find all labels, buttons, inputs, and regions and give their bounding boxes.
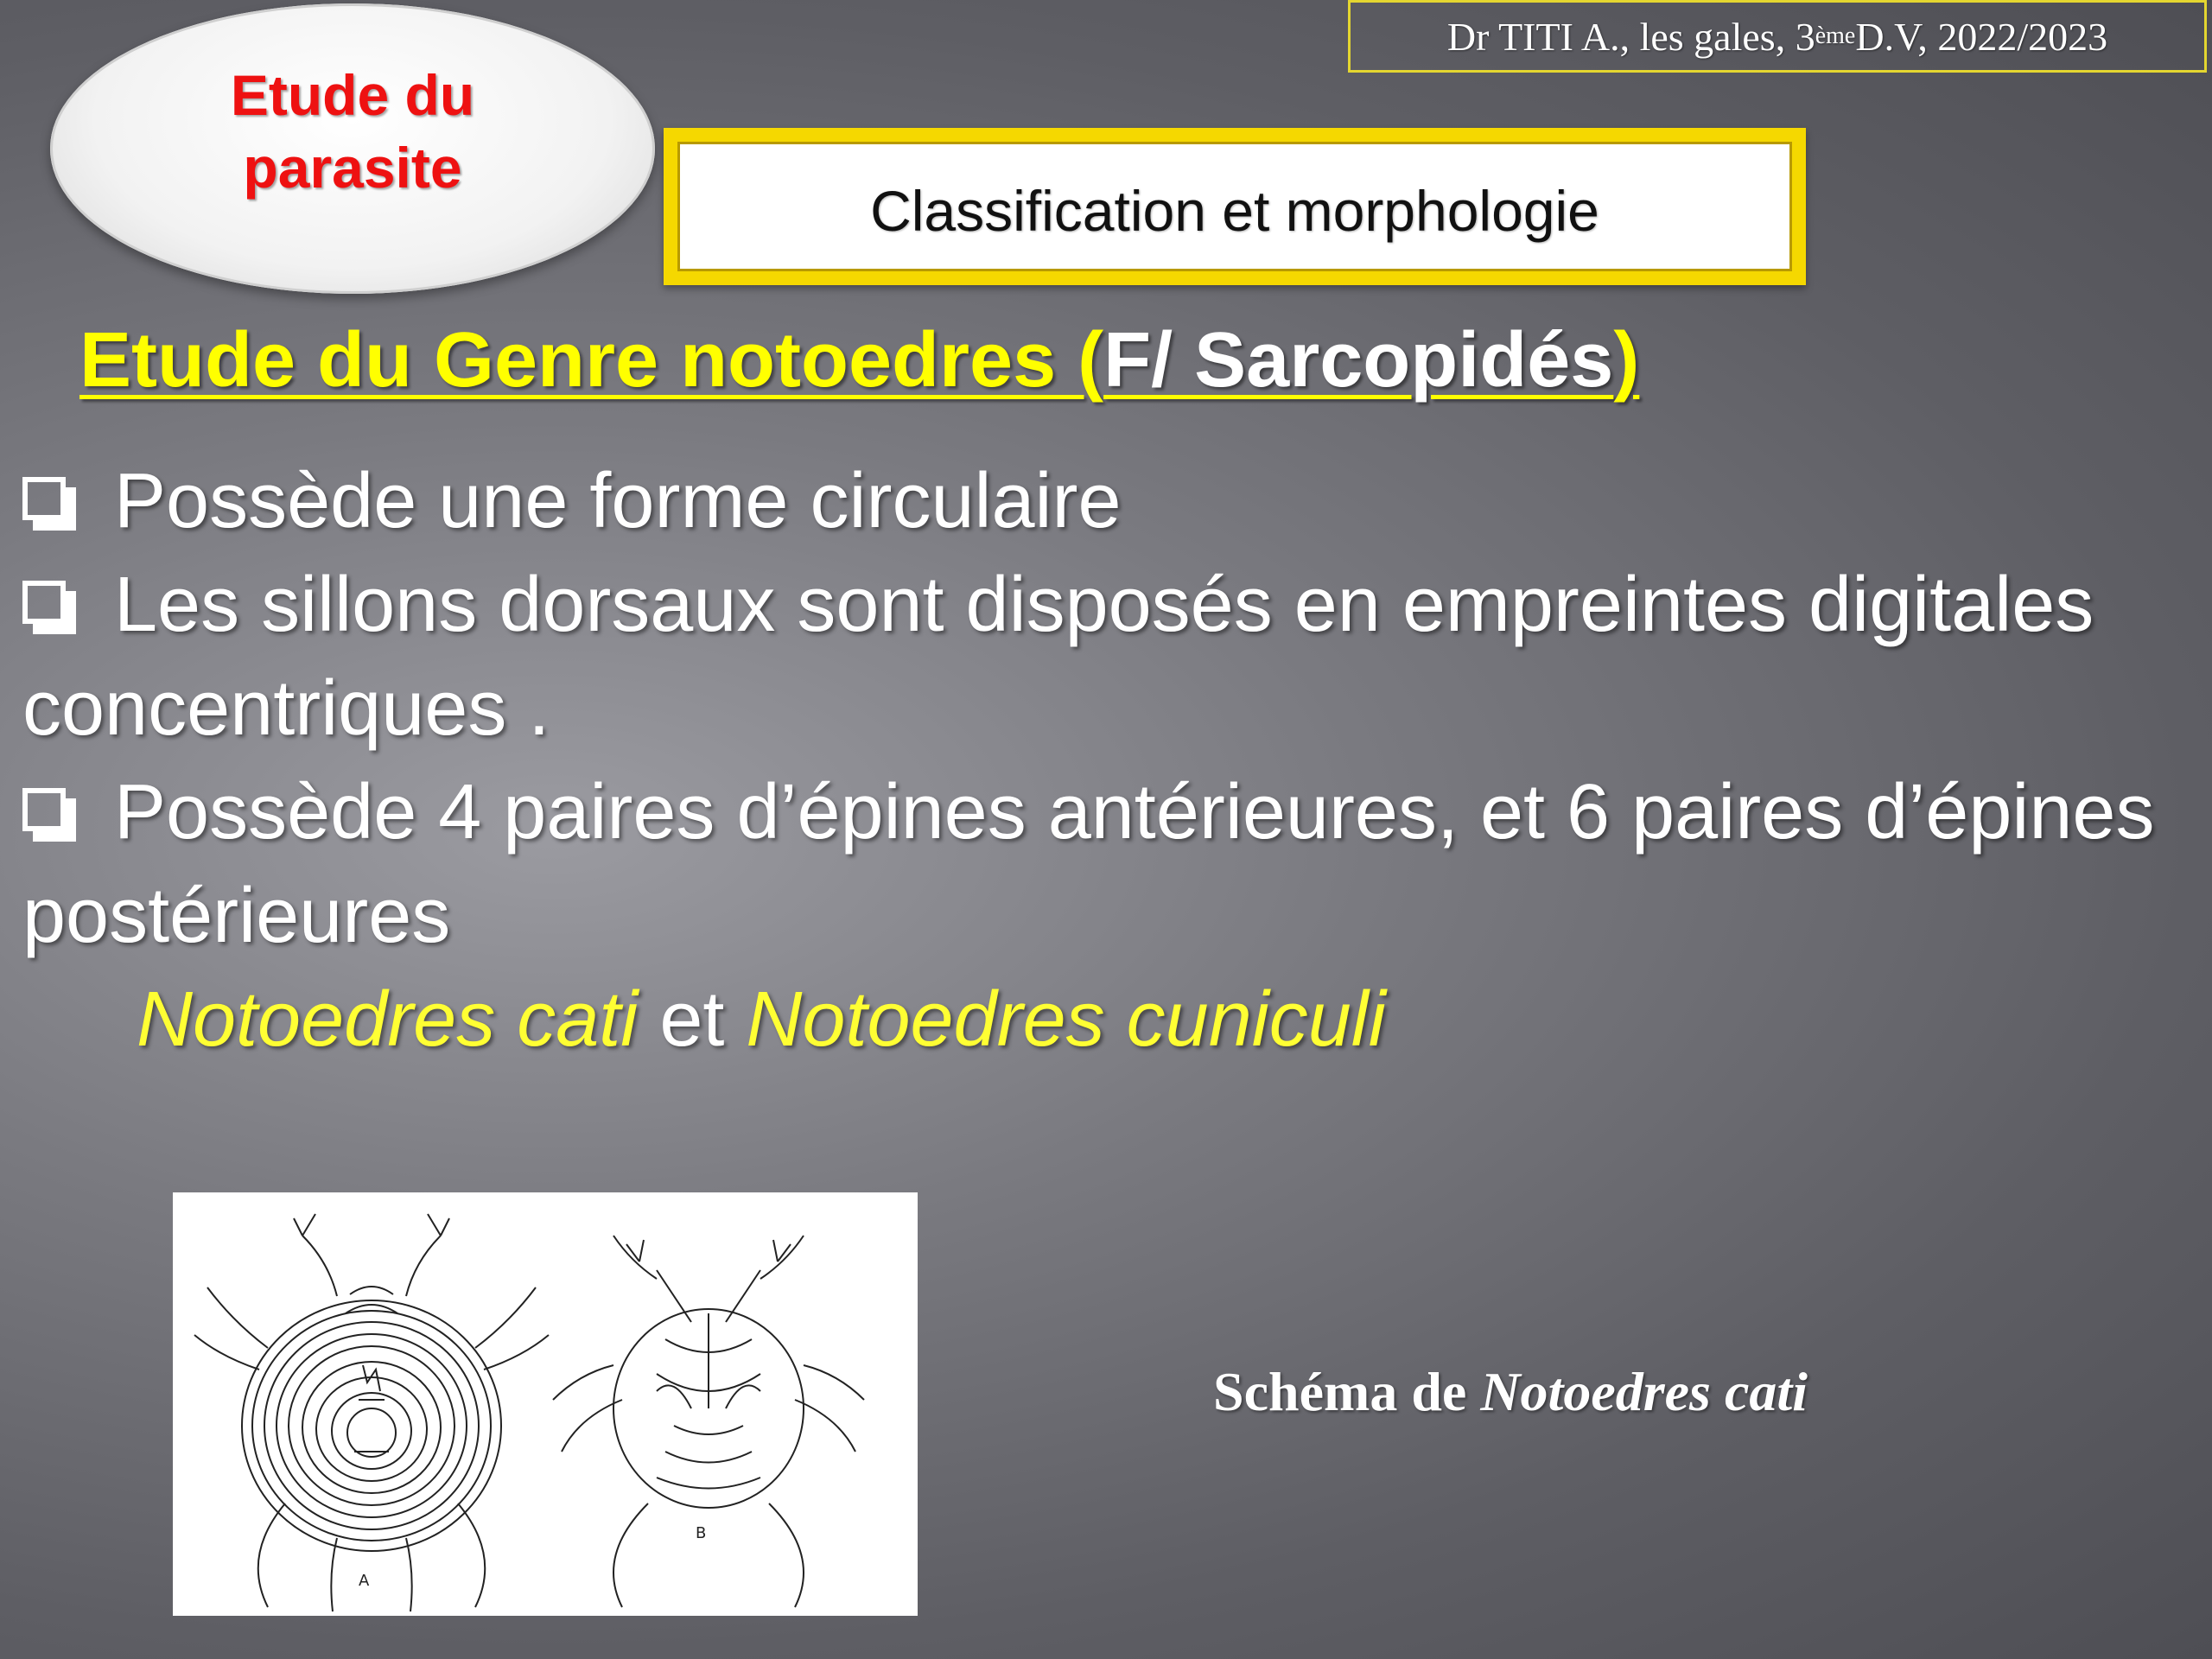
bullet-item (22, 760, 2165, 968)
bullet-list (22, 449, 2165, 1071)
heading-part-3: ) (1613, 317, 1640, 404)
specimen-a-label: A (359, 1572, 370, 1590)
checkbox-bullet-icon (22, 581, 76, 634)
section-title-box (664, 128, 1806, 285)
mite-diagram-figure (173, 1192, 918, 1616)
author-suffix: D.V, 2022/2023 (1855, 14, 2108, 59)
species-line (22, 968, 2165, 1071)
topic-line-1: Etude du (230, 63, 475, 127)
bullet-item (22, 449, 2165, 553)
figure-caption (1213, 1360, 1808, 1424)
author-info-box (1348, 0, 2207, 73)
author-superscript: ème (1815, 22, 1856, 49)
section-title: Classification et morphologie (870, 179, 1599, 243)
caption-prefix: Schéma de (1213, 1361, 1481, 1422)
checkbox-bullet-icon (22, 477, 76, 531)
caption-species: Notoedres cati (1480, 1361, 1808, 1422)
slide-heading (79, 316, 1639, 405)
topic-oval (50, 3, 655, 294)
specimen-a-drawing (194, 1214, 549, 1611)
specimen-b-drawing (553, 1236, 864, 1607)
heading-family: F/ Sarcopidés (1103, 317, 1614, 404)
bullet-text: Possède une forme circulaire (114, 458, 1122, 544)
species-connector: et (638, 976, 747, 1063)
author-prefix: Dr TITI A., les gales, 3 (1446, 14, 1815, 59)
specimen-b-label: B (696, 1524, 707, 1542)
checkbox-bullet-icon (22, 788, 76, 842)
topic-oval-text (171, 59, 534, 204)
mite-diagram (173, 1192, 918, 1616)
topic-line-2: parasite (243, 136, 462, 200)
bullet-item (22, 553, 2165, 760)
heading-part-1: Etude du Genre notoedres ( (79, 317, 1104, 404)
bullet-text: Possède 4 paires d’épines antérieures, et 6 paires d’épines postérieures (22, 769, 2155, 959)
bullet-text: Les sillons dorsaux sont disposés en empreintes digitales concentriques . (22, 562, 2094, 752)
species-name-1: Notoedres cati (137, 976, 639, 1063)
species-name-2: Notoedres cuniculi (746, 976, 1386, 1063)
